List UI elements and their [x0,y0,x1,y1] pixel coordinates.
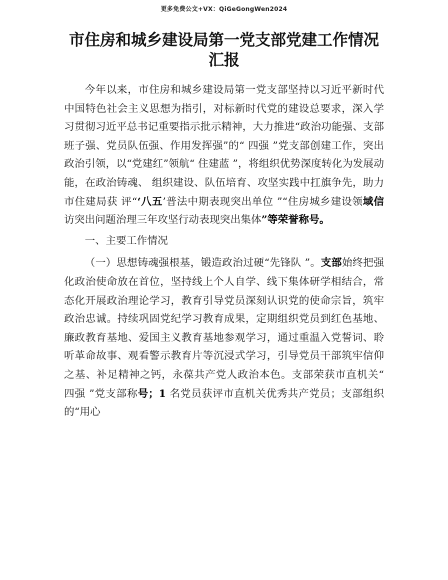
intro-bold-2: 域信 [362,195,385,208]
section-1-text-2: 始终把强化政治使命放在首位，坚持线上个人自学、线下集体研学相结合，常态化开展政治理论学习，教育引导党员深刻认识党的使命宗旨，筑牢政治忠诚。持续巩固党纪学习教育成果，定期组织党员到红色基地、廉政教育基地、爱国主义教育基地参观学习，通过重温入党誓词、聆听革命故事、观看警示教育片等沉浸式学习，引导党员干部筑牢信仰之基、补足精神之钙，永葆共产党人政治本色。支部荣获市直机关“ 四强 ”党支部称 [64,257,385,400]
intro-text-1: 今年以来，市住房和城乡建设局第一党支部坚持以习近平新时代中国特色社会主义思想为指引，对标新时代党的建设总要求，深入学习贯彻习近平总书记重要指示批示精神，大力推进“政治功能强、支部班子强、党员队伍强、作用发挥强”的“ 四强 ”党支部创建工作，突出政治引领，以“党建红”领航“ 住建蓝 ”，将组织优势深度转化为发展动能，在政治铸魂、 组织建设、队伍培育、攻坚实践中扛旗争先，助力市住建局获 评“ [64,84,384,208]
section-1-bold-1: 支部 [320,257,342,270]
section-heading: 一、主要工作情况 [84,234,168,247]
section-1-bold-2: 号；1 [137,387,167,400]
source-watermark: 更多免费公文+VX：QiGeGongWen2024 [160,6,288,13]
section-1-text-1: （一）思想铸魂强根基，锻造政治过硬“先锋队 ”。 [84,257,321,270]
intro-bold-3: ”等荣誉称号。 [261,214,330,227]
intro-bold-1: ‘八五 [137,195,163,208]
section-1-text-3: 名党员获评市直机关优秀共产党员；支部组织的“用心 [64,387,384,419]
intro-paragraph [64,81,384,230]
section-1-paragraph [64,254,384,421]
intro-text-3: 访突出问题治理三年攻坚行动表现突出集体 [64,214,262,227]
title-line-1: 市住房和城乡建设局第一党支部党建工作情况 [68,31,379,49]
document-body [64,30,384,422]
intro-text-2: ’普法中期表现突出单位 ”“住房城乡建设领 [162,195,363,208]
title-line-2: 汇报 [208,51,240,69]
document-title [64,30,384,70]
